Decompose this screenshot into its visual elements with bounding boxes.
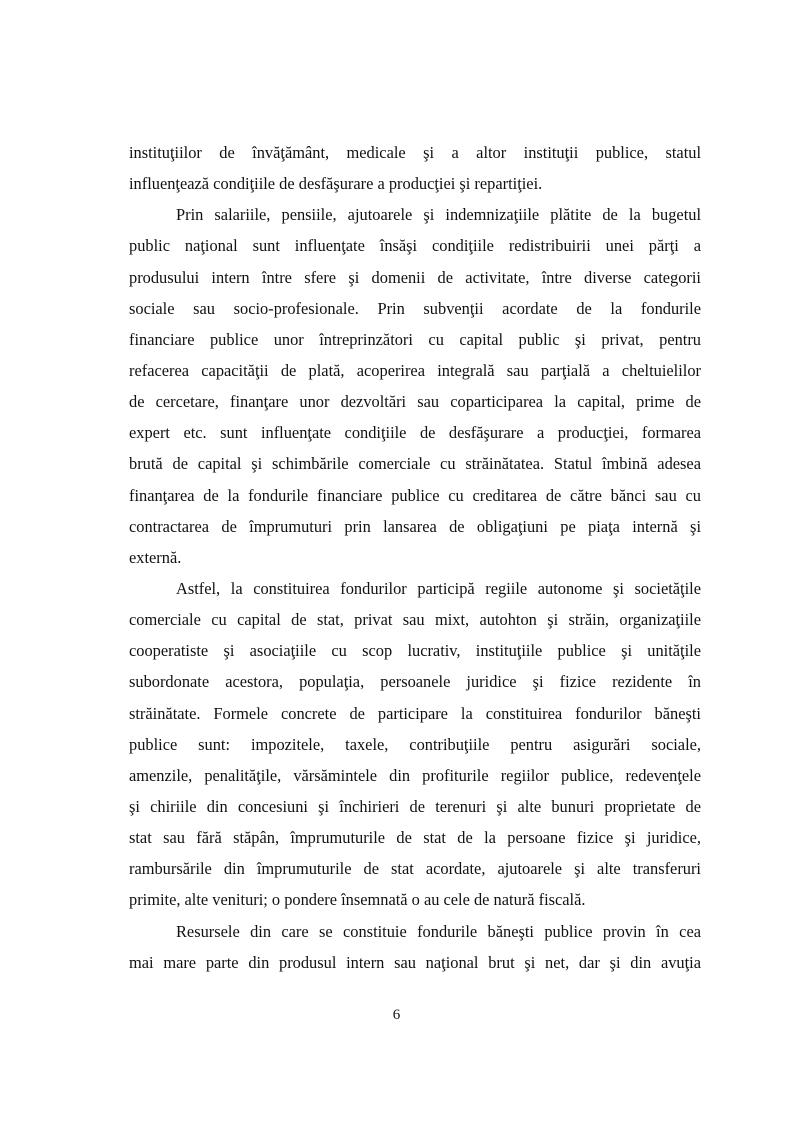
- paragraph-fund-participation: [129, 573, 701, 916]
- text-line: de cercetare, finanţare unor dezvoltări sau coparticiparea la capital, prime de: [129, 392, 701, 412]
- text-line: expert etc. sunt influenţate condiţiile de desfăşurare a producţiei, formarea: [129, 423, 701, 443]
- paragraph-resources: [129, 916, 701, 978]
- paragraph-salaries: [129, 199, 701, 573]
- text-line: brută de capital şi schimbările comerciale cu străinătatea. Statul îmbină adesea: [129, 454, 701, 474]
- text-line: influenţează condiţiile de desfăşurare a producţiei şi repartiţiei.: [129, 174, 543, 194]
- text-line: primite, alte venituri; o pondere însemnată o au cele de natură fiscală.: [129, 890, 586, 910]
- text-line: comerciale cu capital de stat, privat sau mixt, autohton şi străin, organizaţiile: [129, 610, 701, 630]
- text-line: stat sau fără stăpân, împrumuturile de stat de la persoane fizice şi juridice,: [129, 828, 701, 848]
- text-line: publice sunt: impozitele, taxele, contribuţiile pentru asigurări sociale,: [129, 734, 701, 754]
- text-line: contractarea de împrumuturi prin lansarea de obligaţiuni pe piaţa internă şi: [129, 516, 701, 536]
- text-line: Astfel, la constituirea fondurilor participă regiile autonome şi societăţile: [176, 578, 701, 598]
- text-line: financiare publice unor întreprinzători cu capital public şi privat, pentru: [129, 329, 701, 349]
- text-line: externă.: [129, 547, 182, 567]
- text-line: rambursările din împrumuturile de stat acordate, ajutoarele şi alte transferuri: [129, 859, 701, 879]
- text-line: produsului intern între sfere şi domenii de activitate, între diverse categorii: [129, 267, 701, 287]
- paragraph-continuation: [129, 137, 701, 199]
- page-number: 6: [392, 1007, 401, 1023]
- text-line: şi chiriile din concesiuni şi închirieri de terenuri şi alte bunuri proprietate de: [129, 796, 701, 816]
- text-line: cooperatiste şi asociaţiile cu scop lucrativ, instituţiile publice şi unităţile: [129, 641, 701, 661]
- text-line: străinătate. Formele concrete de participare la constituirea fondurilor băneşti: [129, 703, 701, 723]
- text-line: subordonate acestora, populaţia, persoanele juridice şi fizice rezidente în: [129, 672, 701, 692]
- text-line: refacerea capacităţii de plată, acoperirea integrală sau parţială a cheltuielilor: [129, 360, 701, 380]
- text-line: Prin salariile, pensiile, ajutoarele şi indemnizaţiile plătite de la bugetul: [176, 205, 701, 225]
- text-line: sociale sau socio-profesionale. Prin subvenţii acordate de la fondurile: [129, 298, 701, 318]
- document-body: [129, 137, 701, 978]
- text-line: instituţiilor de învăţământ, medicale şi a altor instituţii publice, statul: [129, 143, 701, 162]
- text-line: finanţarea de la fondurile financiare publice cu creditarea de către bănci sau cu: [129, 485, 701, 505]
- text-line: amenzile, penalităţile, vărsămintele din profiturile regiilor publice, redevenţele: [129, 765, 701, 785]
- text-line: mai mare parte din produsul intern sau naţional brut şi net, dar şi din avuţia: [129, 952, 701, 972]
- text-line: public naţional sunt influenţate însăşi condiţiile redistribuirii unei părţi a: [129, 236, 701, 256]
- text-line: Resursele din care se constituie fondurile băneşti publice provin în cea: [176, 921, 701, 941]
